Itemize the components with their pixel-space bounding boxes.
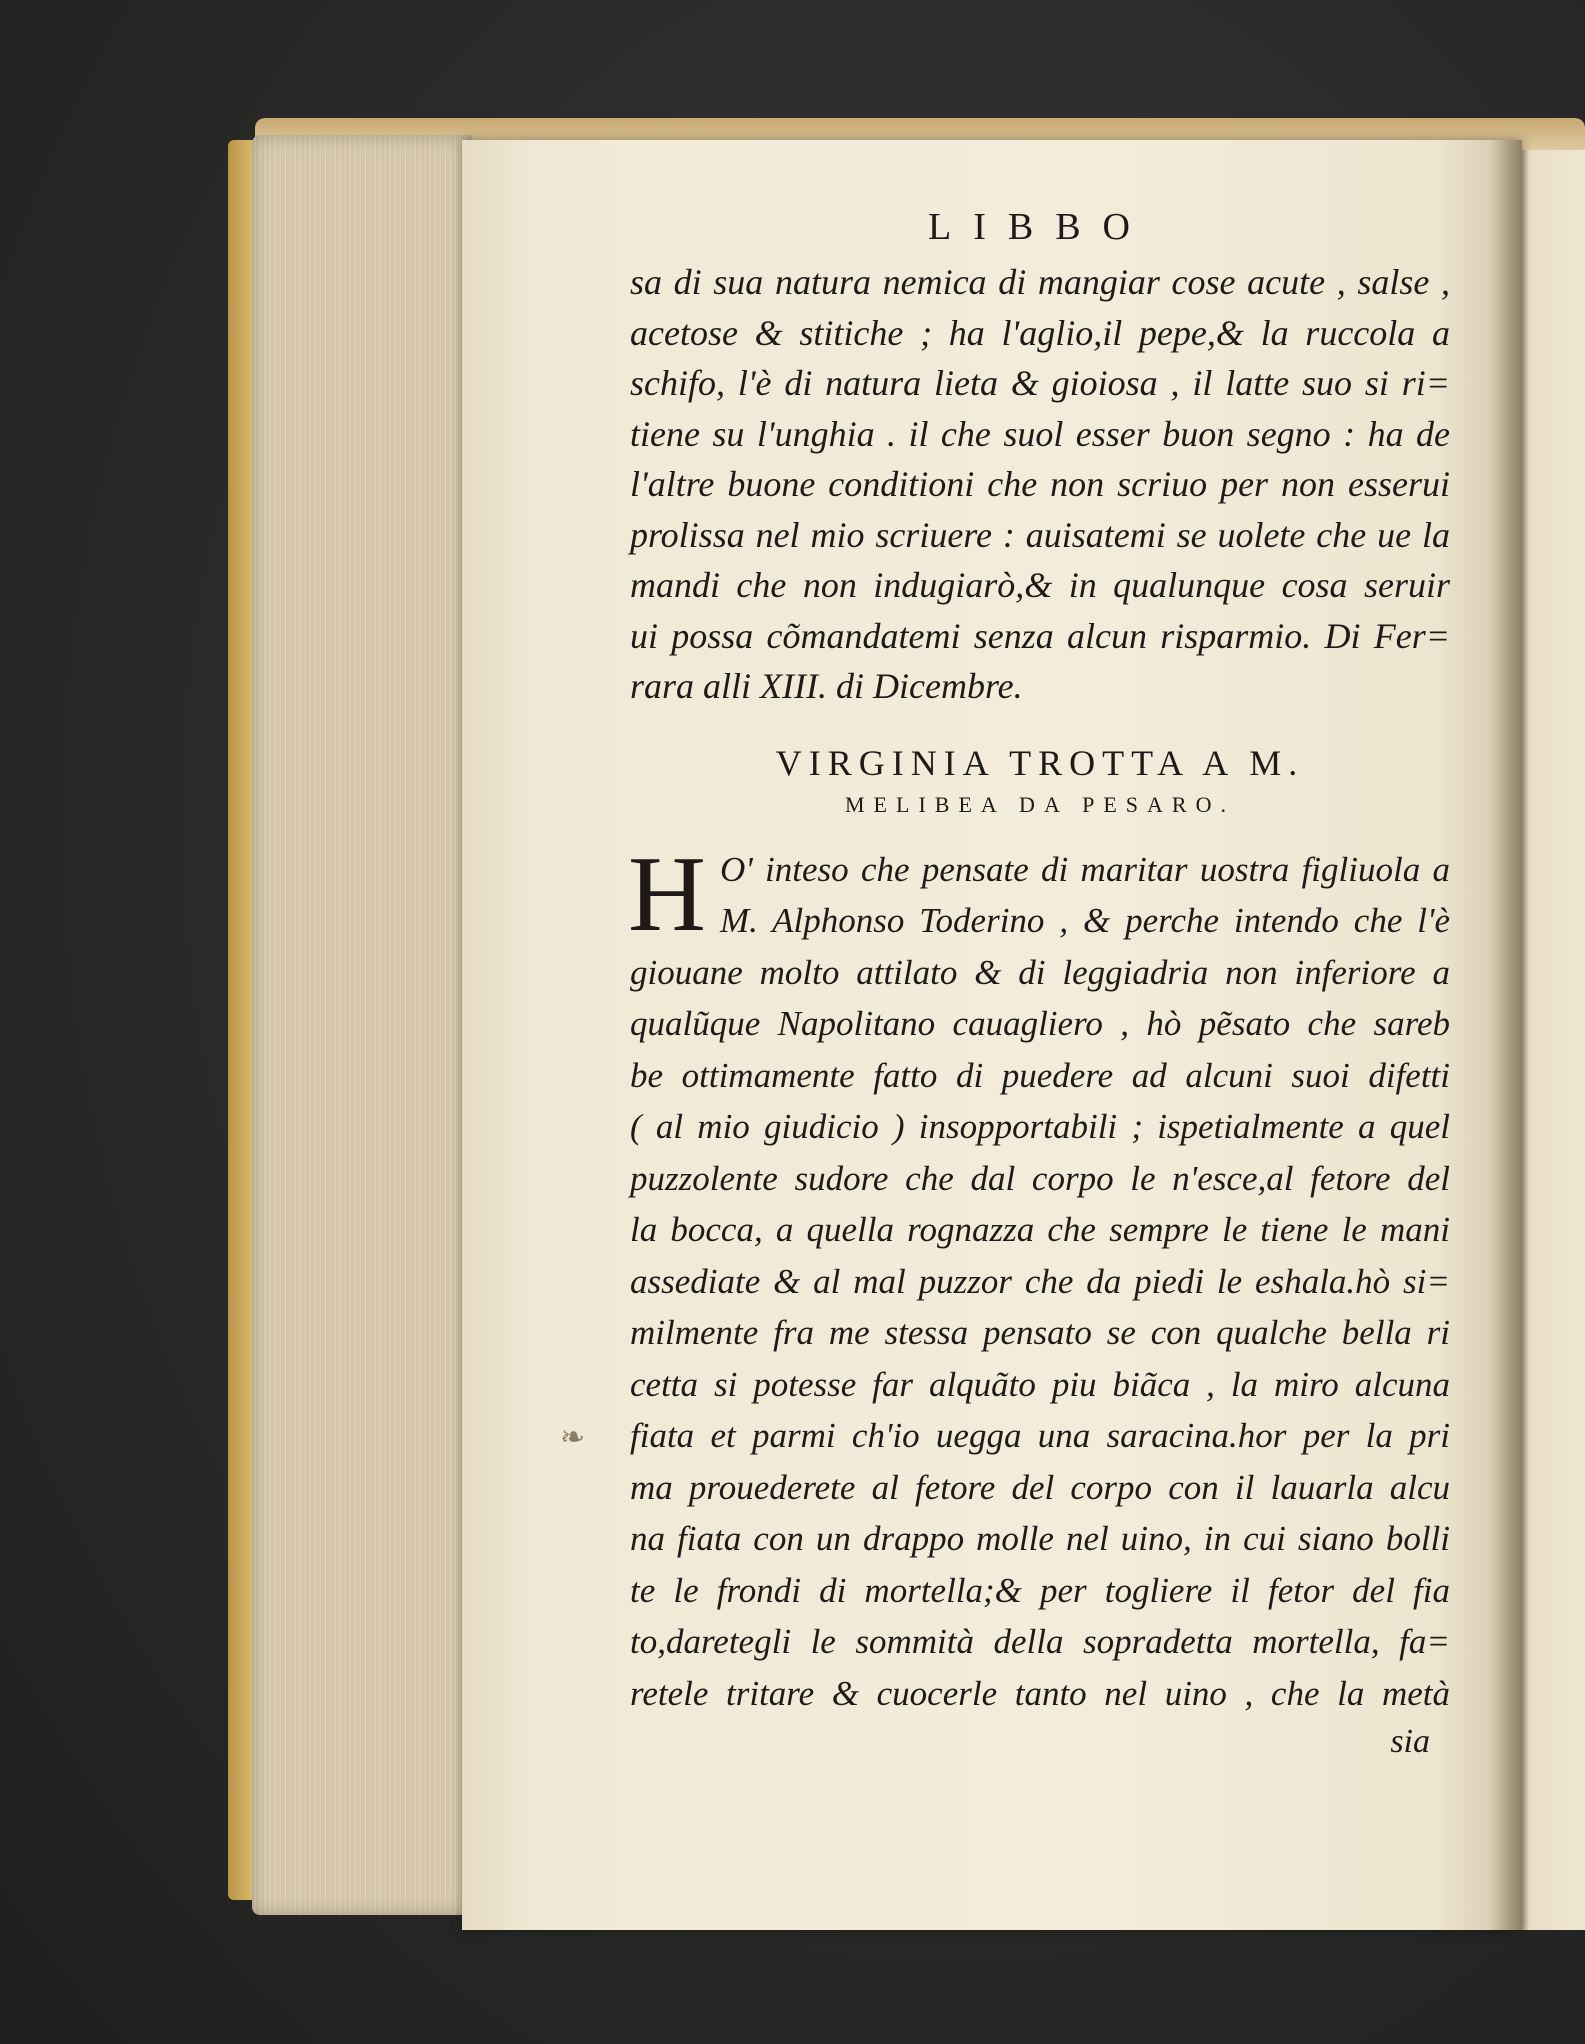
text-line: l'altre buone conditioni che non scriuo per non esserui bbox=[630, 464, 1450, 504]
text-line: ui possa cõmandatemi senza alcun risparmio. Di Fer= bbox=[630, 615, 1450, 656]
text-line: ma prouederete al fetore del corpo con il lauarla alcu bbox=[630, 1467, 1450, 1507]
text-line: la bocca, a quella rognazza che sempre le tiene le mani bbox=[630, 1210, 1450, 1249]
drop-cap: H bbox=[628, 834, 706, 954]
text-line: M. Alphonso Toderino , & perche intendo che l'è bbox=[720, 901, 1450, 940]
text-line: schifo, l'è di natura lieta & gioiosa , il latte suo si ri= bbox=[630, 363, 1450, 403]
text-line: tiene su l'unghia . il che suol esser buon segno : ha de bbox=[630, 413, 1450, 454]
gutter-shadow bbox=[1490, 140, 1522, 1930]
page-text bbox=[630, 205, 1450, 1761]
facing-page-edge bbox=[1515, 150, 1585, 1930]
text-line: puzzolente sudore che dal corpo le n'esce,al fetore del bbox=[630, 1158, 1450, 1198]
page-block-edges bbox=[252, 135, 472, 1915]
letter-2-subheading: MELIBEA DA PESARO. bbox=[845, 791, 1235, 817]
text-line: assediate & al mal puzzor che da piedi le eshala.hò si= bbox=[630, 1261, 1450, 1301]
text-line: retele tritare & cuocerle tanto nel uino , che la metà bbox=[630, 1673, 1450, 1713]
letter-2-heading: VIRGINIA TROTTA A M. bbox=[775, 742, 1305, 783]
text-line: mandi che non indugiarò,& in qualunque cosa seruir bbox=[630, 565, 1450, 605]
text-line: be ottimamente fatto di puedere ad alcuni suoi difetti bbox=[630, 1055, 1450, 1095]
running-head: LIBBO bbox=[928, 206, 1152, 248]
text-line: to,daretegli le sommità della sopradetta mortella, fa= bbox=[630, 1622, 1450, 1661]
text-line: ( al mio giudicio ) insopportabili ; ispetialmente a quel bbox=[630, 1107, 1450, 1146]
text-line: fiata et parmi ch'io uegga una saracina.hor per la pri bbox=[630, 1416, 1450, 1455]
margin-mark-icon: ❧ bbox=[560, 1420, 586, 1455]
text-line: milmente fra me stessa pensato se con qualche bella ri bbox=[630, 1313, 1450, 1352]
text-line: acetose & stitiche ; ha l'aglio,il pepe,& la ruccola a bbox=[630, 312, 1450, 353]
text-line: te le frondi di mortella;& per togliere il fetor del fia bbox=[630, 1570, 1450, 1610]
catchword: sia bbox=[1390, 1723, 1430, 1760]
text-line: cetta si potesse far alquãto piu biãca , la miro alcuna bbox=[630, 1364, 1450, 1404]
text-line: rara alli XIII. di Dicembre. bbox=[630, 666, 1023, 706]
text-line: prolissa nel mio scriuere : auisatemi se uolete che ue la bbox=[630, 514, 1450, 555]
text-line: giouane molto attilato & di leggiadria non inferiore a bbox=[630, 952, 1450, 992]
text-line: O' inteso che pensate di maritar uostra figliuola a bbox=[720, 849, 1450, 889]
text-line: qualũque Napolitano cauagliero , hò pẽsato che sareb bbox=[630, 1004, 1450, 1043]
letter-2-text bbox=[628, 834, 1450, 1720]
letter-1-text bbox=[630, 257, 1450, 712]
text-line: na fiata con un drappo molle nel uino, in cui siano bolli bbox=[630, 1519, 1450, 1558]
text-line: sa di sua natura nemica di mangiar cose acute , salse , bbox=[630, 262, 1450, 302]
